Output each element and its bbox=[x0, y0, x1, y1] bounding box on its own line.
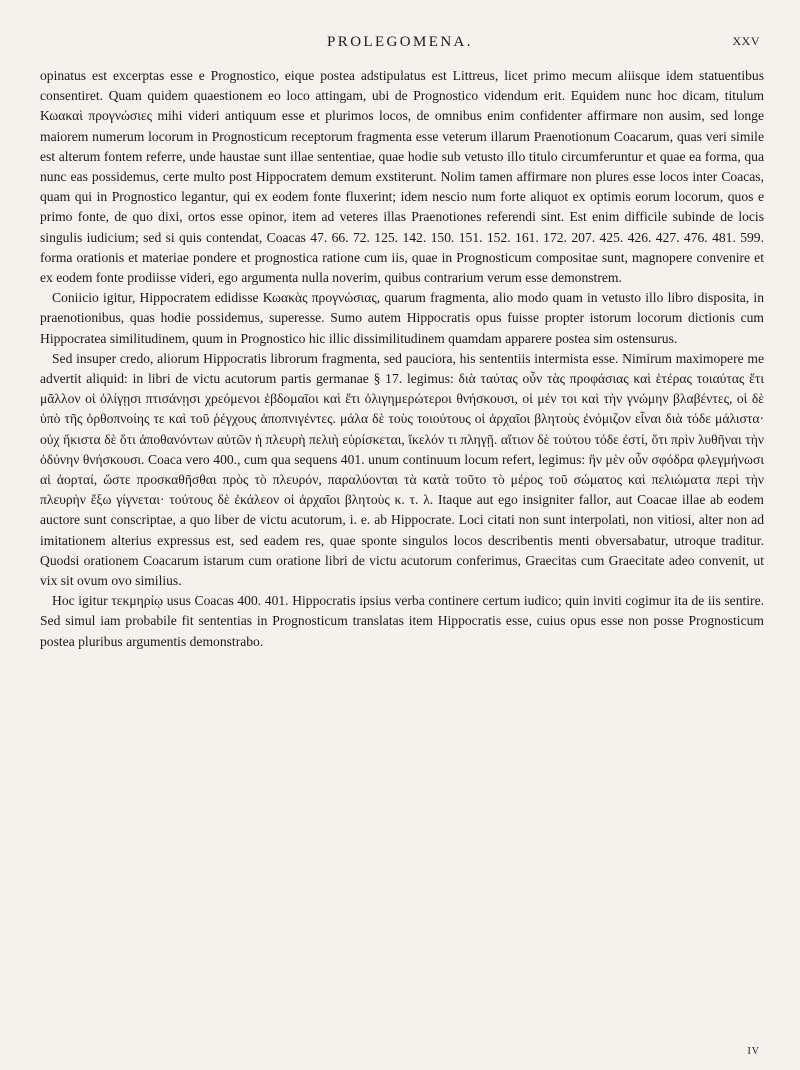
body-text bbox=[40, 66, 764, 652]
paragraph: Coniicio igitur, Hippocratem edidisse Κωακὰς προγνώσιας, quarum fragmenta, alio modo quam in vetusto illo libro disposita, in praenotionibus, quas hodie possidemus, superesse. Sumo autem Hippocratis opus fuisse propter istorum locorum dictionis cum Hippocratea similitudinem, quum in Prognostico hic illic dissimilitudinem quamdam apparere postea sim ostensurus. bbox=[40, 290, 764, 346]
page-number: XXV bbox=[732, 34, 760, 48]
running-title: PROLEGOMENA. bbox=[327, 34, 473, 50]
paragraph: Sed insuper credo, aliorum Hippocratis librorum fragmenta, sed pauciora, his sententiis intermista esse. Nimirum maximopere me advertit aliquid: in libri de victu acutorum partis germanae § 17. legimus: διὰ ταύτας οὖν τὰς προφάσιας καὶ ἑτέρας τοιαύτας ἔτι μᾶλλον οἱ ὀλίγῃσι πτισάνῃσι χρεόμενοι ἑβδομαῖοι καὶ ἔτι ὀλιγημερώτεροι θνήσκουσι, οἱ μέν τοι καὶ τὴν γνώμην βλαβέντες, οἱ δὲ ὑπὸ τῆς ὀρθοπνοίης τε καὶ τοῦ ῥέγχους ἀποπνιγέντες. μάλα δὲ τοὺς τοιούτους οἱ ἀρχαῖοι βλητοὺς ἐνόμιζον εἶναι διὰ τόδε μάλιστα· οὐχ ἥκιστα δὲ ὅτι ἀποθανόντων αὐτῶν ἡ πλευρὴ πελιὴ εὑρίσκεται, ἴκελόν τι πληγῇ. αἴτιον δὲ τούτου τόδε ἐστί, ὅτι πρὶν λυθῆναι τὴν ὀδύνην θνήσκουσι. Coaca vero 400., cum qua sequens 401. unum continuum locum refert, legimus: ἣν μὲν οὖν σφόδρα φλεγμήνωσι αἱ ἀορταί, ὥστε προσκαθῆσθαι πρὸς τὸ πλευρόν, παραλύονται τὰ κατὰ τοῦτο τὸ μέρος τοῦ σώματος καὶ πελιώματα περὶ τὴν πλευρὴν ἔξω γίγνεται· τούτους δὲ ἐκάλεον οἱ ἀρχαῖοι βλητοὺς κ. τ. λ. Itaque aut ego insigniter fallor, aut Coacae illae ab eodem auctore sunt conscriptae, a quo liber de victu acutorum, i. e. ab Hippocrate. Loci citati non sunt interpolati, non vitiosi, alter non ad imitationem alterius expressus est, sed eadem res, quae sponte singulos locos describentis menti obversabatur, utroque traditur. Quodsi orationem Coacarum istarum cum oratione libri de victu acutorum conferimus, Graecitas cum Graecitate adeo convenit, ut vix sit ovum ovo similius. bbox=[40, 350, 764, 589]
signature-mark: IV bbox=[747, 1046, 760, 1057]
paragraph: opinatus est excerptas esse e Prognostico, eique postea adstipulatus est Littreus, licet primo mecum aliisque idem statuentibus consentiret. Quam quidem quaestionem eo loco attingam, ubi de Prognostico videndum erit. Equidem nunc hoc dicam, titulum Κωακαὶ προγνώσιες mihi videri antiquum esse et plurimos locos, de omnibus enim confidenter affirmare non ausim, sed longe maiorem numerum locorum in Prognosticum receptorum fragmenta esse veterum illarum Praenotionum Coacarum, quas veri simile est alterum fontem referre, unde haustae sunt illae sententiae, quae hodie sub vetusto illo titulo circumferuntur et quae ea forma, qua nunc eas possidemus, certe multo post Hippocratem demum exstiterunt. Nolim tamen affirmare non plures esse locos inter Coacas, quam qui in Prognostico legantur, qui ex eodem fonte fluxerint; idem nescio num forte aliquot ex optimis eorum locorum, quos e primo fonte, de quo dixi, ortos esse opinor, item ad veteres illas Praenotiones referendi sint. Est enim difficile subinde de locis singulis iudicium; sed si quis contendat, Coacas 47. 66. 72. 125. 142. 150. 151. 152. 161. 172. 207. 425. 426. 427. 476. 481. 599. forma orationis et materiae pondere et prognostica ratione cum iis, quae in Prognosticum compositae sunt, magnopere convenire et ex eodem fonte prodiisse videri, ego argumenta nulla noverim, quibus contrarium verum esse demonstrem. bbox=[40, 68, 764, 286]
page-header bbox=[40, 34, 760, 54]
paragraph: Hoc igitur τεκμηρίῳ usus Coacas 400. 401. Hippocratis ipsius verba continere certum iudico; quin inviti cogimur ita de iis sentire. Sed simul iam probabile fit sententias in Prognosticum translatas item Hippocratis esse, cuius opus esse non posse Prognosticum postea pluribus argumentis demonstrabo. bbox=[40, 593, 764, 649]
